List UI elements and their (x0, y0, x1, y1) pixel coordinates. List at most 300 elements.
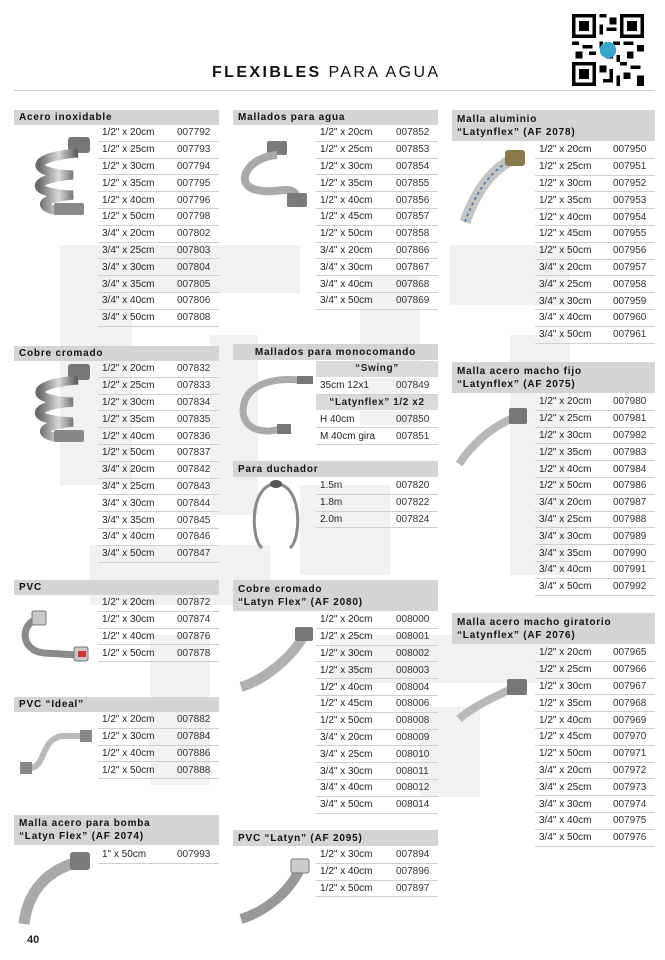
code-cell: 007970 (613, 731, 647, 743)
section-macho-fijo (452, 362, 655, 393)
size-cell: 1/2" x 45cm (320, 698, 373, 710)
table-row (316, 881, 438, 898)
code-cell: 007983 (613, 446, 647, 458)
hose-monocomando-image (237, 372, 315, 442)
table-row (98, 529, 219, 546)
code-cell: 007986 (613, 480, 647, 492)
size-cell: 1/2" x 25cm (320, 631, 373, 643)
code-cell: 007959 (613, 295, 647, 307)
size-cell: 1/2" x 35cm (320, 664, 373, 676)
size-cell: 3/4" x 35cm (102, 278, 155, 290)
size-cell: 1/2" x 30cm (102, 396, 155, 408)
code-cell: 007982 (613, 429, 647, 441)
size-cell: 1/2" x 20cm (102, 597, 155, 609)
table-row (98, 612, 219, 629)
table-row (316, 243, 438, 260)
section-title: PVC “Ideal” (14, 697, 219, 712)
code-cell: 007820 (396, 480, 430, 492)
section-title: Malla acero macho fijo “Latynflex” (AF 2075) (452, 362, 655, 393)
code-cell: 007822 (396, 497, 430, 509)
size-cell: 3/4" x 40cm (539, 564, 592, 576)
hose-aluminium-image (455, 148, 533, 228)
hose-male-fixed-image (455, 400, 533, 470)
code-cell: 007824 (396, 513, 430, 525)
code-cell: 007950 (613, 144, 647, 156)
table-row (98, 192, 219, 209)
table-row (316, 159, 438, 176)
table-pvc-latyn (316, 847, 438, 897)
table-row (316, 495, 438, 512)
hose-steel-coil-image (18, 135, 96, 220)
size-cell: M 40cm gira (320, 430, 376, 442)
code-cell: 007867 (396, 261, 430, 273)
table-row (316, 646, 438, 663)
table-cobre-cromado (98, 361, 219, 563)
size-cell: 1/2" x 30cm (539, 177, 592, 189)
code-cell: 007993 (177, 849, 211, 861)
table-row (316, 780, 438, 797)
size-cell: H 40cm (320, 413, 355, 425)
size-cell: 3/4" x 20cm (539, 764, 592, 776)
size-cell: 1/2" x 50cm (320, 228, 373, 240)
table-row (98, 847, 219, 864)
code-cell: 007853 (396, 144, 430, 156)
size-cell: 1/2" x 40cm (102, 630, 155, 642)
code-cell: 007976 (613, 832, 647, 844)
table-duchador (316, 478, 438, 528)
code-cell: 007897 (396, 882, 430, 894)
code-cell: 008011 (396, 765, 429, 777)
size-cell: 1/2" x 50cm (320, 882, 373, 894)
table-row (535, 579, 655, 596)
section-title: Acero inoxidable (14, 110, 219, 125)
table-row (316, 612, 438, 629)
table-row (98, 495, 219, 512)
table-monocomando (316, 361, 438, 445)
size-cell: 1/2" x 20cm (320, 614, 373, 626)
code-cell: 007857 (396, 211, 430, 223)
code-cell: 007894 (396, 849, 430, 861)
size-cell: 3/4" x 35cm (539, 547, 592, 559)
table-row (535, 679, 655, 696)
size-cell: 1/2" x 30cm (102, 614, 155, 626)
table-row (535, 712, 655, 729)
size-cell: 3/4" x 40cm (320, 782, 373, 794)
size-cell: 3/4" x 40cm (539, 312, 592, 324)
section-mallados-agua (233, 110, 438, 125)
size-cell: 1/2" x 40cm (102, 194, 155, 206)
table-malla-aluminio (535, 142, 655, 344)
code-cell: 007987 (613, 497, 647, 509)
size-cell: 3/4" x 20cm (320, 731, 373, 743)
code-cell: 008000 (396, 614, 430, 626)
table-row (535, 495, 655, 512)
code-cell: 008010 (396, 748, 430, 760)
hose-pump-image (18, 850, 96, 930)
table-row (316, 864, 438, 881)
size-cell: 1/2" x 35cm (539, 194, 592, 206)
hose-braided-image (237, 135, 315, 220)
section-malla-bomba (14, 815, 219, 845)
table-row (98, 729, 219, 746)
table-row (316, 142, 438, 159)
code-cell: 007878 (177, 647, 211, 659)
table-row (535, 226, 655, 243)
section-cobre-cromado (14, 346, 219, 361)
table-row (316, 847, 438, 864)
size-cell: 1/2" x 50cm (102, 647, 155, 659)
table-row (316, 478, 438, 495)
table-row (316, 763, 438, 780)
code-cell: 007834 (177, 396, 211, 408)
code-cell: 007794 (177, 160, 211, 172)
shower-hose-image (246, 478, 306, 553)
size-cell: 3/4" x 50cm (102, 312, 155, 324)
section-pvc (14, 580, 219, 595)
code-cell: 007845 (177, 514, 211, 526)
code-cell: 008004 (396, 681, 430, 693)
size-cell: 1/2" x 40cm (539, 211, 592, 223)
table-row (316, 259, 438, 276)
table-row (98, 276, 219, 293)
table-row (98, 243, 219, 260)
table-row (535, 512, 655, 529)
hose-copper-flex-image (237, 625, 315, 693)
code-cell: 007796 (177, 194, 211, 206)
size-cell: 1/2" x 40cm (102, 747, 155, 759)
code-cell: 007958 (613, 278, 647, 290)
size-cell: 35cm 12x1 (320, 380, 369, 392)
size-cell: 1/2" x 20cm (539, 647, 592, 659)
code-cell: 007854 (396, 160, 430, 172)
section-title: Mallados para monocomando (233, 344, 438, 360)
code-cell: 007968 (613, 697, 647, 709)
section-title: Mallados para agua (233, 110, 438, 125)
code-cell: 007850 (396, 413, 430, 425)
section-title: Cobre cromado (14, 346, 219, 361)
code-cell: 007980 (613, 396, 647, 408)
size-cell: 3/4" x 50cm (320, 295, 373, 307)
section-title: Malla acero para bomba “Latyn Flex” (AF 2074) (14, 815, 219, 845)
size-cell: 1/2" x 35cm (102, 413, 155, 425)
code-cell: 007803 (177, 244, 211, 256)
code-cell: 007882 (177, 714, 211, 726)
code-cell: 007981 (613, 413, 647, 425)
subheading-latynflex: “Latynflex” 1/2 x2 (316, 395, 438, 412)
size-cell: 1/2" x 50cm (539, 245, 592, 257)
code-cell: 007858 (396, 228, 430, 240)
code-cell: 008014 (396, 799, 430, 811)
table-row (98, 462, 219, 479)
size-cell: 1/2" x 30cm (102, 731, 155, 743)
table-row (535, 192, 655, 209)
size-cell: 1/2" x 20cm (539, 144, 592, 156)
table-row (98, 428, 219, 445)
code-cell: 007990 (613, 547, 647, 559)
table-row (98, 512, 219, 529)
code-cell: 007886 (177, 747, 211, 759)
size-cell: 3/4" x 40cm (539, 815, 592, 827)
size-cell: 3/4" x 50cm (320, 799, 373, 811)
table-row (316, 662, 438, 679)
code-cell: 007804 (177, 261, 211, 273)
size-cell: 1/2" x 50cm (539, 748, 592, 760)
section-pvc-latyn (233, 830, 438, 846)
code-cell: 007960 (613, 312, 647, 324)
code-cell: 007843 (177, 480, 211, 492)
size-cell: 1/2" x 35cm (102, 177, 155, 189)
size-cell: 1/2" x 50cm (320, 715, 373, 727)
section-title: Malla aluminio “Latynflex” (AF 2078) (452, 110, 655, 141)
table-row (316, 378, 438, 395)
code-cell: 007872 (177, 597, 211, 609)
table-row (535, 260, 655, 277)
table-row (535, 779, 655, 796)
size-cell: 3/4" x 50cm (539, 832, 592, 844)
page-number: 40 (27, 934, 40, 946)
size-cell: 3/4" x 25cm (320, 748, 373, 760)
code-cell: 007852 (396, 127, 430, 139)
table-row (535, 310, 655, 327)
size-cell: 1/2" x 45cm (539, 731, 592, 743)
size-cell: 3/4" x 35cm (102, 514, 155, 526)
table-row (316, 411, 438, 428)
section-monocomando (233, 344, 438, 360)
section-macho-giratorio (452, 613, 655, 644)
table-row (98, 159, 219, 176)
section-pvc-ideal (14, 697, 219, 712)
table-macho-giratorio (535, 645, 655, 847)
size-cell: 3/4" x 20cm (539, 497, 592, 509)
size-cell: 1/2" x 25cm (102, 380, 155, 392)
size-cell: 2.0m (320, 513, 343, 525)
code-cell: 008008 (396, 715, 430, 727)
code-cell: 007793 (177, 144, 211, 156)
size-cell: 1" x 50cm (102, 849, 147, 861)
size-cell: 3/4" x 20cm (102, 464, 155, 476)
size-cell: 3/4" x 30cm (102, 497, 155, 509)
size-cell: 1/2" x 30cm (539, 429, 592, 441)
table-row (535, 813, 655, 830)
code-cell: 007792 (177, 127, 211, 139)
table-row (535, 327, 655, 344)
code-cell: 008003 (396, 664, 430, 676)
table-row (535, 276, 655, 293)
size-cell: 3/4" x 50cm (539, 581, 592, 593)
code-cell: 007956 (613, 245, 647, 257)
code-cell: 007846 (177, 531, 211, 543)
section-malla-aluminio (452, 110, 655, 141)
table-row (316, 276, 438, 293)
table-row (535, 763, 655, 780)
size-cell: 1/2" x 35cm (539, 697, 592, 709)
code-cell: 007842 (177, 464, 211, 476)
code-cell: 008006 (396, 698, 430, 710)
table-acero-inoxidable (98, 125, 219, 327)
size-cell: 3/4" x 20cm (320, 244, 373, 256)
code-cell: 007954 (613, 211, 647, 223)
code-cell: 007951 (613, 161, 647, 173)
table-row (535, 645, 655, 662)
code-cell: 007991 (613, 564, 647, 576)
table-row (535, 428, 655, 445)
code-cell: 007795 (177, 177, 211, 189)
table-row (316, 797, 438, 814)
table-row (316, 125, 438, 142)
table-row (535, 209, 655, 226)
size-cell: 3/4" x 40cm (102, 295, 155, 307)
size-cell: 3/4" x 30cm (320, 765, 373, 777)
table-row (535, 159, 655, 176)
table-row (535, 796, 655, 813)
subheading-swing: “Swing” (316, 361, 438, 378)
code-cell: 007973 (613, 781, 647, 793)
size-cell: 1/2" x 20cm (102, 714, 155, 726)
table-row (98, 629, 219, 646)
code-cell: 008009 (396, 731, 430, 743)
code-cell: 007952 (613, 177, 647, 189)
code-cell: 007961 (613, 329, 647, 341)
table-row (535, 394, 655, 411)
table-pvc-ideal (98, 712, 219, 779)
table-row (316, 696, 438, 713)
table-row (316, 293, 438, 310)
section-title: Cobre cromado “Latyn Flex” (AF 2080) (233, 580, 438, 611)
table-row (98, 445, 219, 462)
code-cell: 007989 (613, 530, 647, 542)
table-row (98, 546, 219, 563)
table-row (98, 712, 219, 729)
size-cell: 1/2" x 45cm (320, 211, 373, 223)
table-row (98, 293, 219, 310)
code-cell: 007798 (177, 211, 211, 223)
table-row (98, 411, 219, 428)
size-cell: 1/2" x 30cm (539, 680, 592, 692)
code-cell: 007874 (177, 614, 211, 626)
size-cell: 1/2" x 30cm (320, 160, 373, 172)
code-cell: 007832 (177, 363, 211, 375)
code-cell: 007896 (396, 866, 430, 878)
code-cell: 007837 (177, 447, 211, 459)
code-cell: 007972 (613, 764, 647, 776)
size-cell: 1/2" x 30cm (320, 849, 373, 861)
section-title: Para duchador (233, 461, 438, 477)
code-cell: 007975 (613, 815, 647, 827)
size-cell: 1/2" x 35cm (320, 177, 373, 189)
code-cell: 007869 (396, 295, 430, 307)
size-cell: 1/2" x 20cm (320, 127, 373, 139)
size-cell: 3/4" x 20cm (539, 261, 592, 273)
table-row (316, 192, 438, 209)
code-cell: 007955 (613, 228, 647, 240)
rows-latynflex (316, 411, 438, 445)
qr-code[interactable] (572, 14, 644, 86)
code-cell: 007835 (177, 413, 211, 425)
size-cell: 3/4" x 30cm (102, 261, 155, 273)
table-row (535, 562, 655, 579)
table-row (98, 125, 219, 142)
code-cell: 007855 (396, 177, 430, 189)
code-cell: 008002 (396, 647, 430, 659)
table-row (98, 142, 219, 159)
table-row (98, 209, 219, 226)
size-cell: 1/2" x 25cm (539, 664, 592, 676)
table-row (535, 746, 655, 763)
table-row (98, 395, 219, 412)
section-duchador (233, 461, 438, 477)
table-pvc (98, 595, 219, 662)
table-row (98, 361, 219, 378)
code-cell: 007849 (396, 380, 430, 392)
table-row (316, 428, 438, 445)
code-cell: 007805 (177, 278, 211, 290)
table-row (535, 695, 655, 712)
table-row (535, 662, 655, 679)
code-cell: 007833 (177, 380, 211, 392)
section-title: PVC “Latyn” (AF 2095) (233, 830, 438, 846)
code-cell: 007836 (177, 430, 211, 442)
table-row (535, 729, 655, 746)
code-cell: 007992 (613, 581, 647, 593)
table-row (98, 378, 219, 395)
table-row (98, 310, 219, 327)
size-cell: 1/2" x 25cm (539, 413, 592, 425)
size-cell: 3/4" x 30cm (320, 261, 373, 273)
size-cell: 1.5m (320, 480, 343, 492)
table-row (98, 226, 219, 243)
table-cobre-latyn-flex (316, 612, 438, 814)
table-row (316, 746, 438, 763)
code-cell: 007966 (613, 664, 647, 676)
size-cell: 1/2" x 35cm (539, 446, 592, 458)
size-cell: 1/2" x 45cm (539, 228, 592, 240)
table-row (535, 461, 655, 478)
table-row (98, 259, 219, 276)
size-cell: 3/4" x 25cm (102, 244, 155, 256)
table-row (98, 175, 219, 192)
size-cell: 1/2" x 50cm (102, 447, 155, 459)
size-cell: 3/4" x 25cm (539, 513, 592, 525)
size-cell: 1/2" x 20cm (539, 396, 592, 408)
table-row (316, 226, 438, 243)
code-cell: 007974 (613, 798, 647, 810)
table-macho-fijo (535, 394, 655, 596)
code-cell: 007984 (613, 463, 647, 475)
size-cell: 1/2" x 25cm (320, 144, 373, 156)
size-cell: 1/2" x 20cm (102, 363, 155, 375)
size-cell: 1/2" x 40cm (102, 430, 155, 442)
code-cell: 007851 (396, 430, 430, 442)
table-row (316, 713, 438, 730)
table-row (98, 595, 219, 612)
code-cell: 007988 (613, 513, 647, 525)
hose-pvc-latyn-image (237, 855, 315, 925)
table-row (535, 176, 655, 193)
table-row (316, 679, 438, 696)
table-row (316, 730, 438, 747)
size-cell: 1/2" x 50cm (102, 211, 155, 223)
code-cell: 007847 (177, 548, 211, 560)
table-row (316, 175, 438, 192)
size-cell: 1/2" x 30cm (320, 647, 373, 659)
code-cell: 007808 (177, 312, 211, 324)
table-row (535, 528, 655, 545)
hose-male-swivel-image (455, 675, 533, 725)
size-cell: 1/2" x 30cm (102, 160, 155, 172)
table-mallados-agua (316, 125, 438, 310)
code-cell: 007866 (396, 244, 430, 256)
hose-pvc-image (18, 607, 96, 667)
